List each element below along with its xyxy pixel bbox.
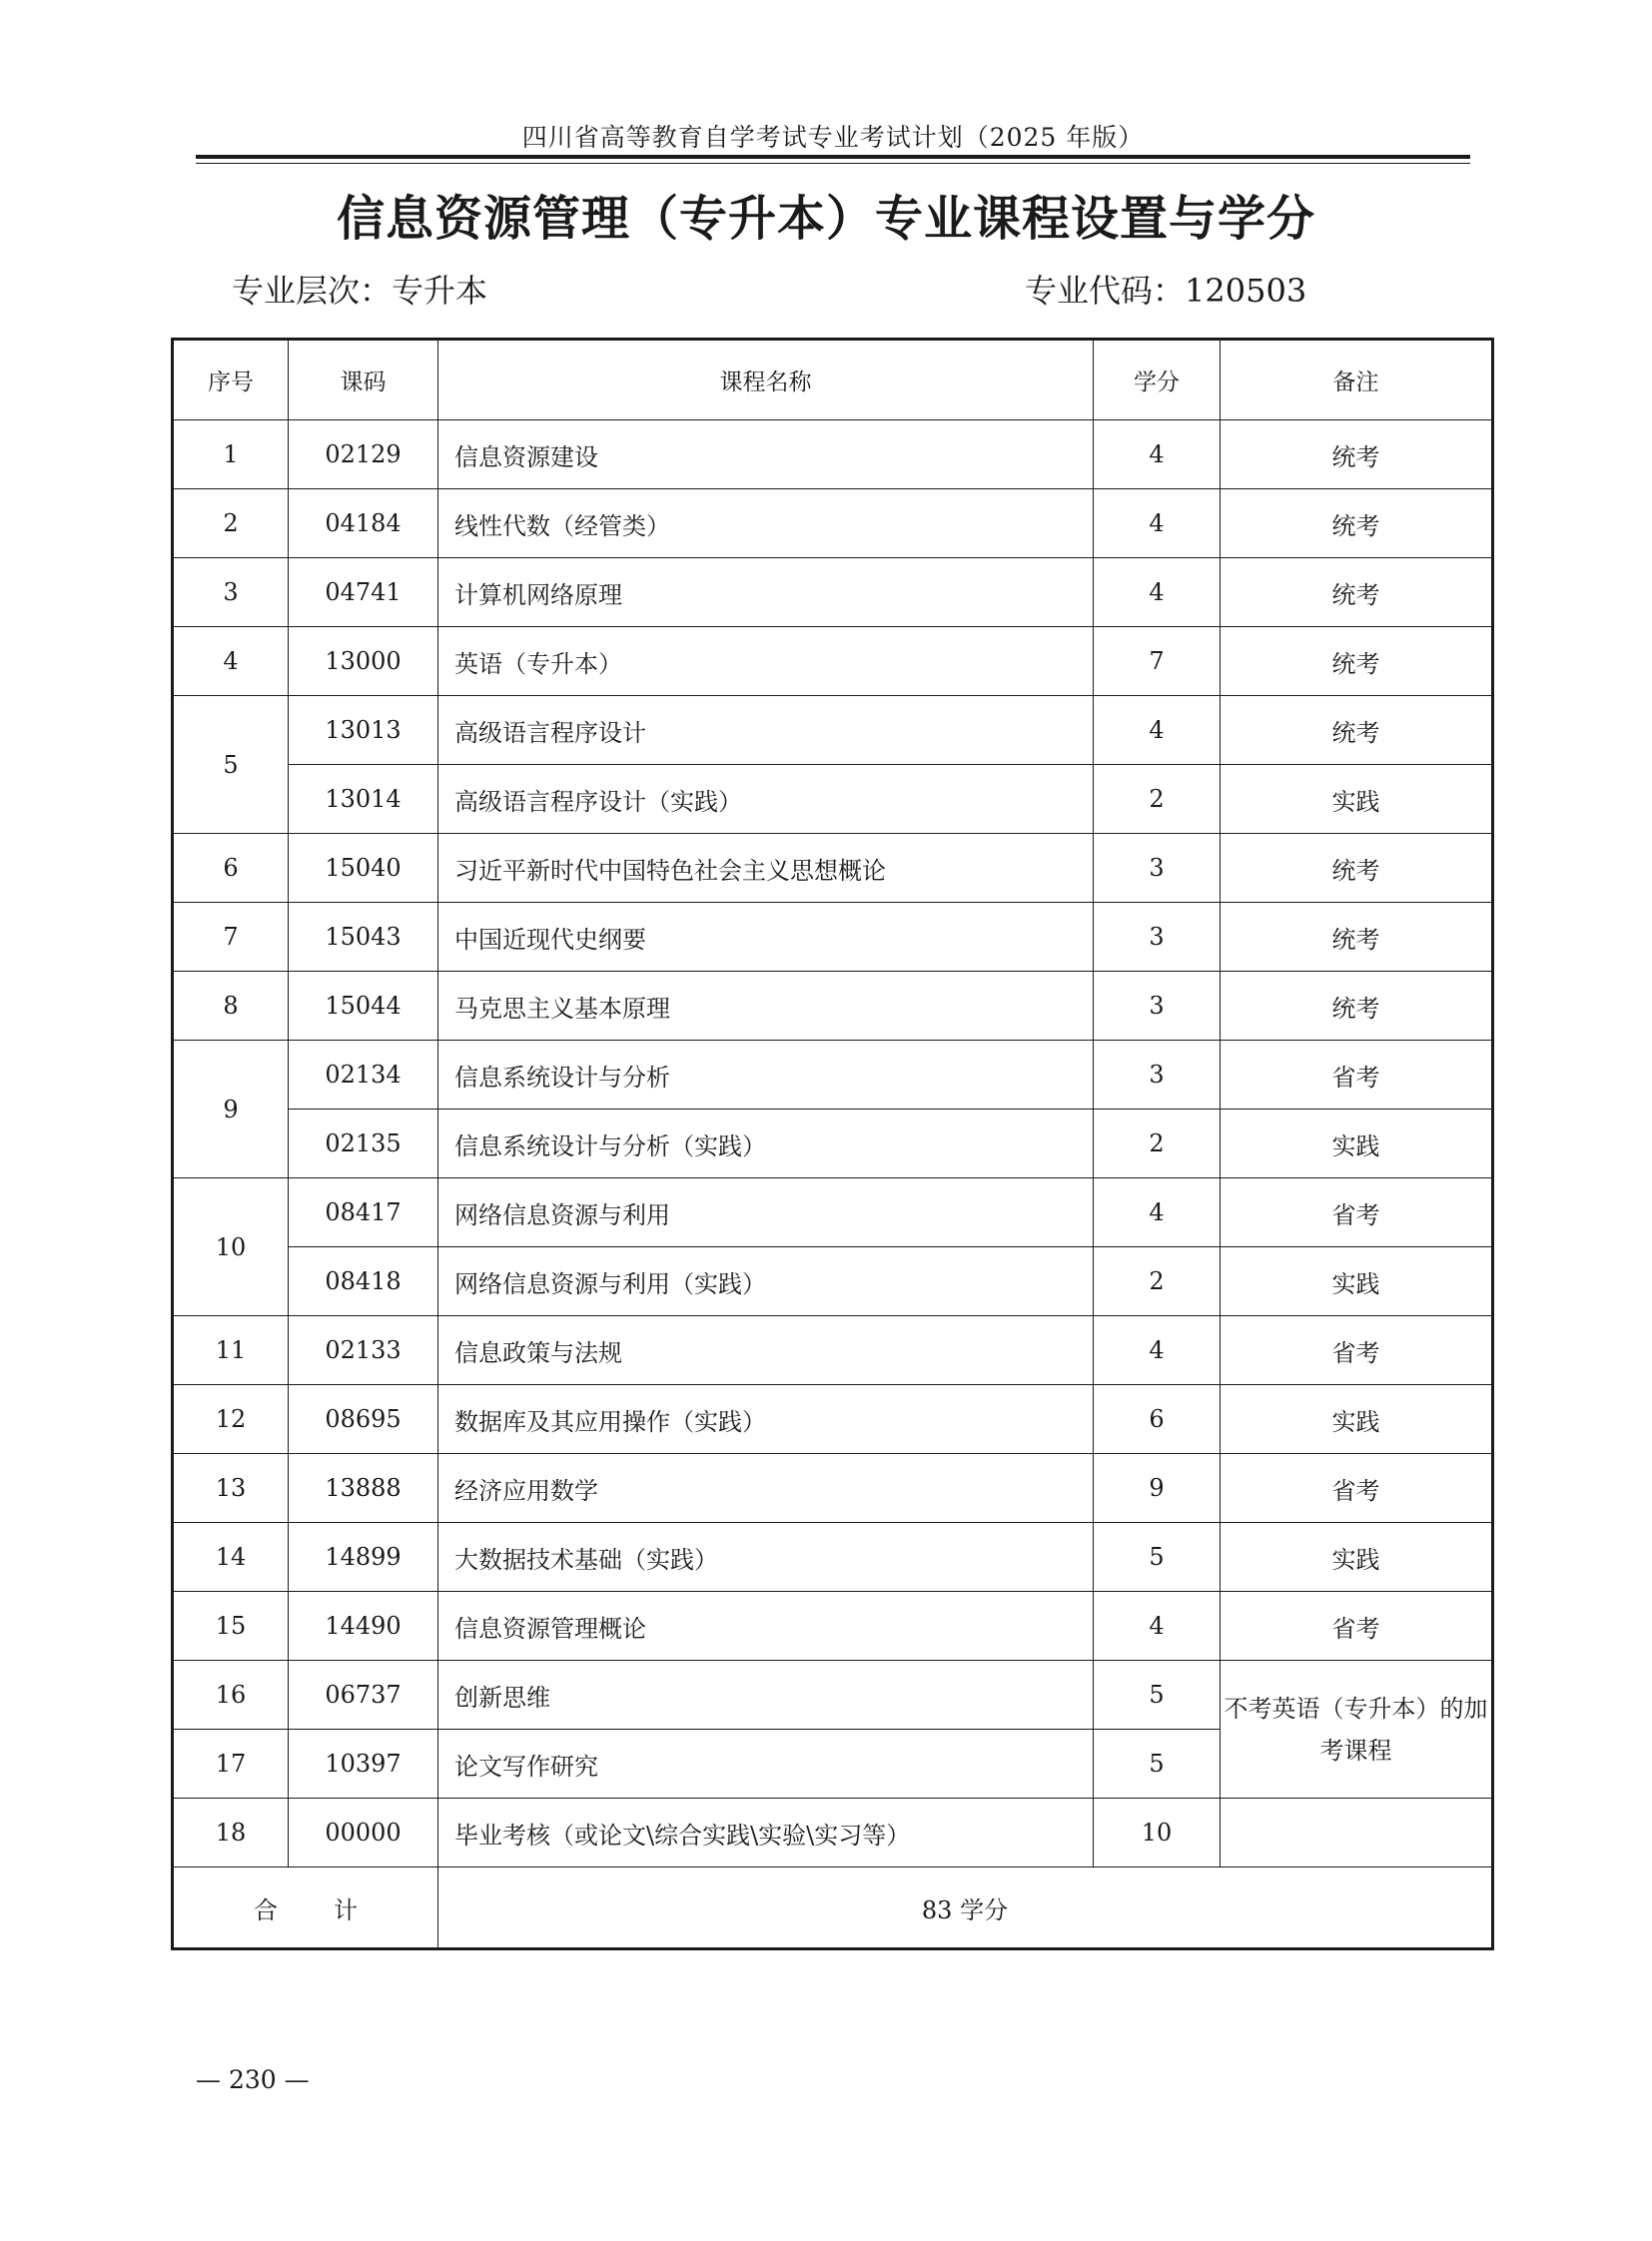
table-row [173, 1110, 1493, 1178]
cell-credit: 9 [1094, 1454, 1221, 1523]
cell-remark: 统考 [1221, 558, 1493, 627]
cell-no: 10 [173, 1178, 289, 1316]
header-rule-thin [196, 163, 1470, 164]
cell-credit: 3 [1094, 972, 1221, 1041]
major-level-label: 专业层次： [232, 272, 393, 310]
cell-no: 9 [173, 1041, 289, 1178]
table-row [173, 420, 1493, 489]
cell-no: 8 [173, 972, 289, 1041]
cell-course-name: 线性代数（经管类） [438, 489, 1094, 558]
header-no: 序号 [173, 340, 289, 420]
table-row [173, 627, 1493, 696]
cell-course-name: 中国近现代史纲要 [438, 903, 1094, 972]
table-row [173, 903, 1493, 972]
cell-credit: 4 [1094, 1592, 1221, 1661]
cell-code: 02134 [289, 1041, 438, 1110]
cell-course-name: 数据库及其应用操作（实践） [438, 1385, 1094, 1454]
total-label: 合计 [173, 1868, 438, 1949]
cell-credit: 5 [1094, 1523, 1221, 1592]
table-row [173, 696, 1493, 765]
cell-no: 12 [173, 1385, 289, 1454]
major-level-value: 专升本 [392, 272, 488, 310]
cell-course-name: 经济应用数学 [438, 1454, 1094, 1523]
cell-course-name: 马克思主义基本原理 [438, 972, 1094, 1041]
cell-course-name: 网络信息资源与利用（实践） [438, 1247, 1094, 1316]
cell-remark-merged: 不考英语（专升本）的加考课程 [1221, 1661, 1493, 1799]
cell-no: 6 [173, 834, 289, 903]
table-row [173, 1799, 1493, 1868]
cell-course-name: 毕业考核（或论文\综合实践\实验\实习等） [438, 1799, 1094, 1868]
cell-no: 7 [173, 903, 289, 972]
cell-code: 04184 [289, 489, 438, 558]
table-row [173, 972, 1493, 1041]
cell-remark: 实践 [1221, 1523, 1493, 1592]
table-row [173, 489, 1493, 558]
cell-no: 16 [173, 1661, 289, 1730]
cell-course-name: 网络信息资源与利用 [438, 1178, 1094, 1247]
page-title: 信息资源管理（专升本）专业课程设置与学分 [336, 191, 1315, 247]
cell-credit: 4 [1094, 1178, 1221, 1247]
cell-credit: 6 [1094, 1385, 1221, 1454]
cell-course-name: 高级语言程序设计 [438, 696, 1094, 765]
cell-credit: 5 [1094, 1661, 1221, 1730]
cell-course-name: 计算机网络原理 [438, 558, 1094, 627]
cell-credit: 7 [1094, 627, 1221, 696]
header-code: 课码 [289, 340, 438, 420]
cell-code: 13014 [289, 765, 438, 834]
cell-code: 14899 [289, 1523, 438, 1592]
header-course-name: 课程名称 [438, 340, 1094, 420]
cell-remark: 实践 [1221, 1385, 1493, 1454]
table-row [173, 1247, 1493, 1316]
cell-credit: 4 [1094, 420, 1221, 489]
cell-code: 00000 [289, 1799, 438, 1868]
cell-remark: 实践 [1221, 1247, 1493, 1316]
table-header-row [173, 340, 1493, 420]
cell-remark: 实践 [1221, 1110, 1493, 1178]
cell-no: 14 [173, 1523, 289, 1592]
course-table [171, 338, 1494, 1950]
cell-code: 08417 [289, 1178, 438, 1247]
total-value: 83 学分 [438, 1868, 1493, 1949]
cell-no: 3 [173, 558, 289, 627]
table-row [173, 765, 1493, 834]
cell-remark: 省考 [1221, 1178, 1493, 1247]
cell-course-name: 高级语言程序设计（实践） [438, 765, 1094, 834]
cell-course-name: 信息系统设计与分析 [438, 1041, 1094, 1110]
header-credit: 学分 [1094, 340, 1221, 420]
cell-credit: 4 [1094, 489, 1221, 558]
cell-credit: 3 [1094, 903, 1221, 972]
cell-code: 08695 [289, 1385, 438, 1454]
cell-remark: 省考 [1221, 1454, 1493, 1523]
table-row [173, 1316, 1493, 1385]
cell-course-name: 大数据技术基础（实践） [438, 1523, 1094, 1592]
cell-course-name: 英语（专升本） [438, 627, 1094, 696]
cell-remark: 统考 [1221, 696, 1493, 765]
cell-credit: 3 [1094, 834, 1221, 903]
cell-remark: 省考 [1221, 1592, 1493, 1661]
cell-code: 13000 [289, 627, 438, 696]
cell-remark [1221, 1799, 1493, 1868]
cell-course-name: 论文写作研究 [438, 1730, 1094, 1799]
major-code [1025, 266, 1306, 312]
cell-credit: 4 [1094, 696, 1221, 765]
major-level [232, 266, 487, 312]
cell-code: 08418 [289, 1247, 438, 1316]
table-row [173, 1592, 1493, 1661]
cell-no: 17 [173, 1730, 289, 1799]
cell-code: 10397 [289, 1730, 438, 1799]
cell-no: 13 [173, 1454, 289, 1523]
cell-course-name: 信息资源管理概论 [438, 1592, 1094, 1661]
cell-code: 02135 [289, 1110, 438, 1178]
cell-no: 18 [173, 1799, 289, 1868]
cell-course-name: 信息政策与法规 [438, 1316, 1094, 1385]
cell-code: 15040 [289, 834, 438, 903]
cell-remark: 省考 [1221, 1316, 1493, 1385]
table-row [173, 1041, 1493, 1110]
cell-credit: 2 [1094, 1110, 1221, 1178]
cell-code: 04741 [289, 558, 438, 627]
cell-credit: 2 [1094, 1247, 1221, 1316]
table-total-row [173, 1868, 1493, 1949]
cell-code: 02129 [289, 420, 438, 489]
cell-remark: 实践 [1221, 765, 1493, 834]
cell-code: 13013 [289, 696, 438, 765]
cell-remark: 统考 [1221, 834, 1493, 903]
cell-no: 4 [173, 627, 289, 696]
cell-no: 5 [173, 696, 289, 834]
cell-code: 15043 [289, 903, 438, 972]
cell-credit: 10 [1094, 1799, 1221, 1868]
page-number: — 230 — [196, 2065, 310, 2094]
cell-credit: 4 [1094, 1316, 1221, 1385]
cell-remark: 统考 [1221, 489, 1493, 558]
cell-remark: 统考 [1221, 420, 1493, 489]
cell-no: 15 [173, 1592, 289, 1661]
cell-course-name: 信息资源建设 [438, 420, 1094, 489]
cell-credit: 4 [1094, 558, 1221, 627]
cell-code: 06737 [289, 1661, 438, 1730]
cell-no: 11 [173, 1316, 289, 1385]
cell-remark: 省考 [1221, 1041, 1493, 1110]
table-row [173, 834, 1493, 903]
cell-credit: 3 [1094, 1041, 1221, 1110]
cell-no: 2 [173, 489, 289, 558]
header-rule-thick [196, 155, 1470, 159]
cell-code: 02133 [289, 1316, 438, 1385]
running-header: 四川省高等教育自学考试专业考试计划（2025 年版） [521, 123, 1145, 152]
cell-code: 14490 [289, 1592, 438, 1661]
cell-course-name: 习近平新时代中国特色社会主义思想概论 [438, 834, 1094, 903]
cell-course-name: 信息系统设计与分析（实践） [438, 1110, 1094, 1178]
cell-code: 15044 [289, 972, 438, 1041]
table-row [173, 1178, 1493, 1247]
table-row [173, 1661, 1493, 1730]
table-row [173, 1454, 1493, 1523]
table-row [173, 1385, 1493, 1454]
cell-code: 13888 [289, 1454, 438, 1523]
cell-remark: 统考 [1221, 903, 1493, 972]
major-code-value: 120503 [1185, 272, 1307, 310]
header-remark: 备注 [1221, 340, 1493, 420]
cell-course-name: 创新思维 [438, 1661, 1094, 1730]
cell-credit: 2 [1094, 765, 1221, 834]
major-code-label: 专业代码： [1025, 272, 1186, 310]
table-row [173, 558, 1493, 627]
cell-credit: 5 [1094, 1730, 1221, 1799]
cell-no: 1 [173, 420, 289, 489]
cell-remark: 统考 [1221, 627, 1493, 696]
table-row [173, 1523, 1493, 1592]
cell-remark: 统考 [1221, 972, 1493, 1041]
